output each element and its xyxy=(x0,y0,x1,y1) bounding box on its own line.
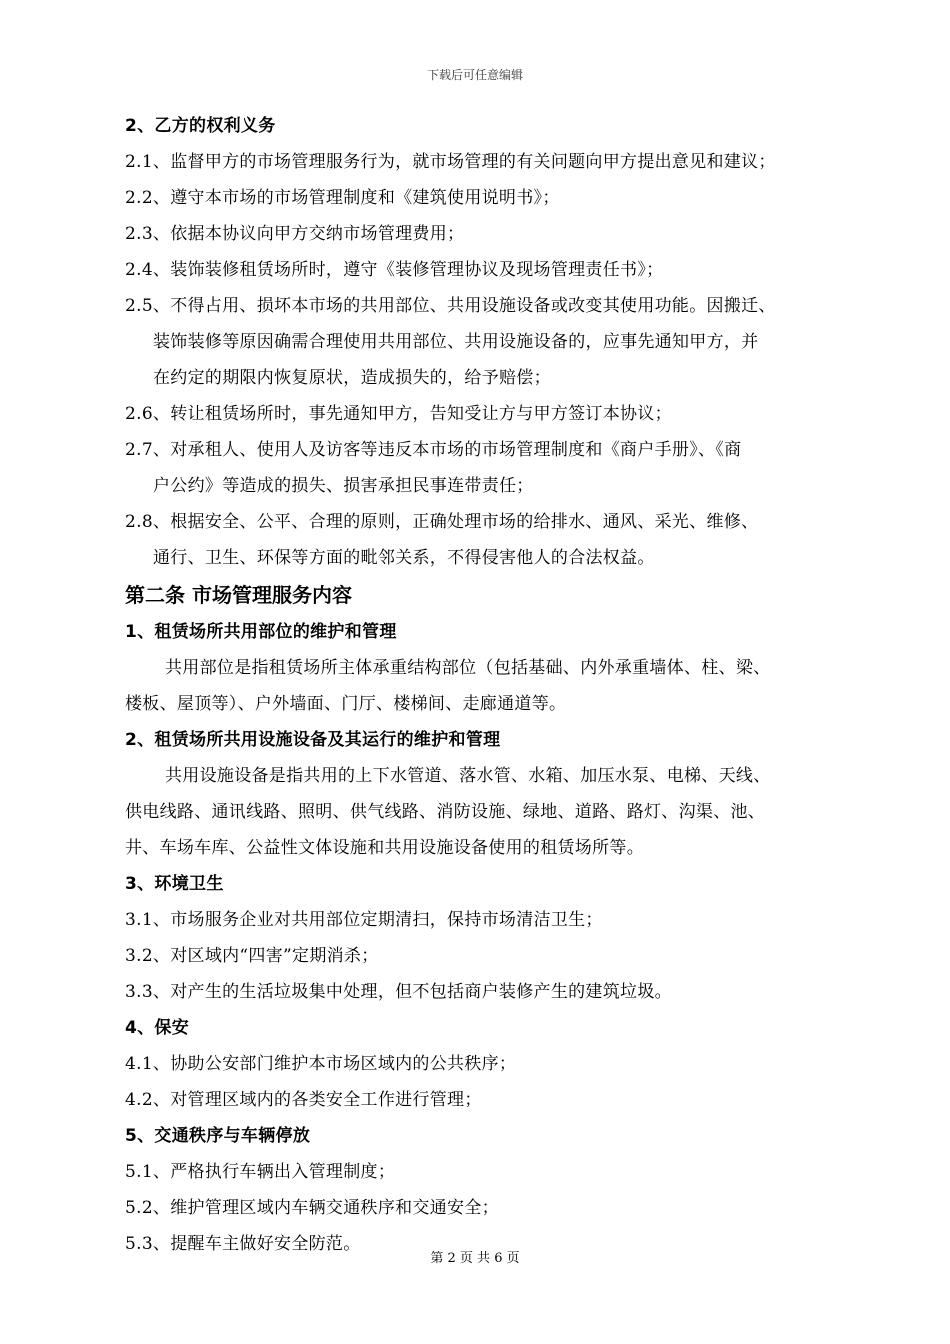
article-2-title: 第二条 市场管理服务内容 xyxy=(125,583,352,607)
document-body xyxy=(125,108,835,1262)
clause-2-5-cont: 装饰装修等原因确需合理使用共用部位、共用设施设备的，应事先通知甲方，并 xyxy=(153,332,759,352)
clause-5-1: 5.1、严格执行车辆出入管理制度； xyxy=(125,1162,396,1182)
clause-2-5: 2.5、不得占用、损坏本市场的共用部位、共用设施设备或改变其使用功能。因搬迁、 xyxy=(125,296,776,316)
clause-2-1: 2.1、监督甲方的市场管理服务行为，就市场管理的有关问题向甲方提出意见和建议； xyxy=(125,152,776,172)
clause-5-3: 5.3、提醒车主做好安全防范。 xyxy=(125,1234,361,1254)
section-heading-security: 4、保安 xyxy=(125,1018,190,1038)
clause-3-3: 3.3、对产生的生活垃圾集中处理，但不包括商户装修产生的建筑垃圾。 xyxy=(125,982,672,1002)
paragraph-shared-facilities: 共用设施设备是指共用的上下水管道、落水管、水箱、加压水泵、电梯、天线、 xyxy=(165,766,771,786)
section-heading-traffic: 5、交通秩序与车辆停放 xyxy=(125,1126,311,1146)
paragraph-shared-parts: 共用部位是指租赁场所主体承重结构部位（包括基础、内外承重墙体、柱、梁、 xyxy=(165,658,771,678)
clause-4-1: 4.1、协助公安部门维护本市场区域内的公共秩序； xyxy=(125,1054,517,1074)
clause-2-8-cont: 通行、卫生、环保等方面的毗邻关系，不得侵害他人的合法权益。 xyxy=(153,548,655,568)
page-number-footer: 第 2 页 共 6 页 xyxy=(430,1251,520,1266)
clause-2-7-cont: 户公约》等造成的损失、损害承担民事连带责任； xyxy=(153,476,534,496)
clause-2-3: 2.3、依据本协议向甲方交纳市场管理费用； xyxy=(125,224,465,244)
section-heading-shared-parts: 1、租赁场所共用部位的维护和管理 xyxy=(125,622,397,642)
section-heading-sanitation: 3、环境卫生 xyxy=(125,874,224,894)
clause-3-2: 3.2、对区域内“四害”定期消杀； xyxy=(125,946,379,966)
clause-3-1: 3.1、市场服务企业对共用部位定期清扫，保持市场清洁卫生； xyxy=(125,910,603,930)
paragraph-shared-facilities-cont: 供电线路、通讯线路、照明、供气线路、消防设施、绿地、道路、路灯、沟渠、池、 xyxy=(125,802,766,822)
clause-5-2: 5.2、维护管理区域内车辆交通秩序和交通安全； xyxy=(125,1198,499,1218)
clause-2-2: 2.2、遵守本市场的市场管理制度和《建筑使用说明书》； xyxy=(125,188,560,208)
paragraph-shared-facilities-cont: 井、车场车库、公益性文体设施和共用设施设备使用的租赁场所等。 xyxy=(125,838,644,858)
clause-2-4: 2.4、装饰装修租赁场所时，遵守《装修管理协议及现场管理责任书》； xyxy=(125,260,664,280)
clause-2-7: 2.7、对承租人、使用人及访客等违反本市场的市场管理制度和《商户手册》、《商 xyxy=(125,440,742,460)
paragraph-shared-parts-cont: 楼板、屋顶等）、户外墙面、门厅、楼梯间、走廊通道等。 xyxy=(125,694,567,714)
clause-2-6: 2.6、转让租赁场所时，事先通知甲方，告知受让方与甲方签订本协议； xyxy=(125,404,672,424)
section-heading-shared-facilities: 2、租赁场所共用设施设备及其运行的维护和管理 xyxy=(125,730,501,750)
clause-2-8: 2.8、根据安全、公平、合理的原则，正确处理市场的给排水、通风、采光、维修、 xyxy=(125,512,759,532)
page-header-note: 下载后可任意编辑 xyxy=(426,68,523,82)
section-heading-party-b-rights: 2、乙方的权利义务 xyxy=(125,116,276,136)
clause-2-5-cont: 在约定的期限内恢复原状，造成损失的，给予赔偿； xyxy=(153,368,551,388)
clause-4-2: 4.2、对管理区域内的各类安全工作进行管理； xyxy=(125,1090,482,1110)
